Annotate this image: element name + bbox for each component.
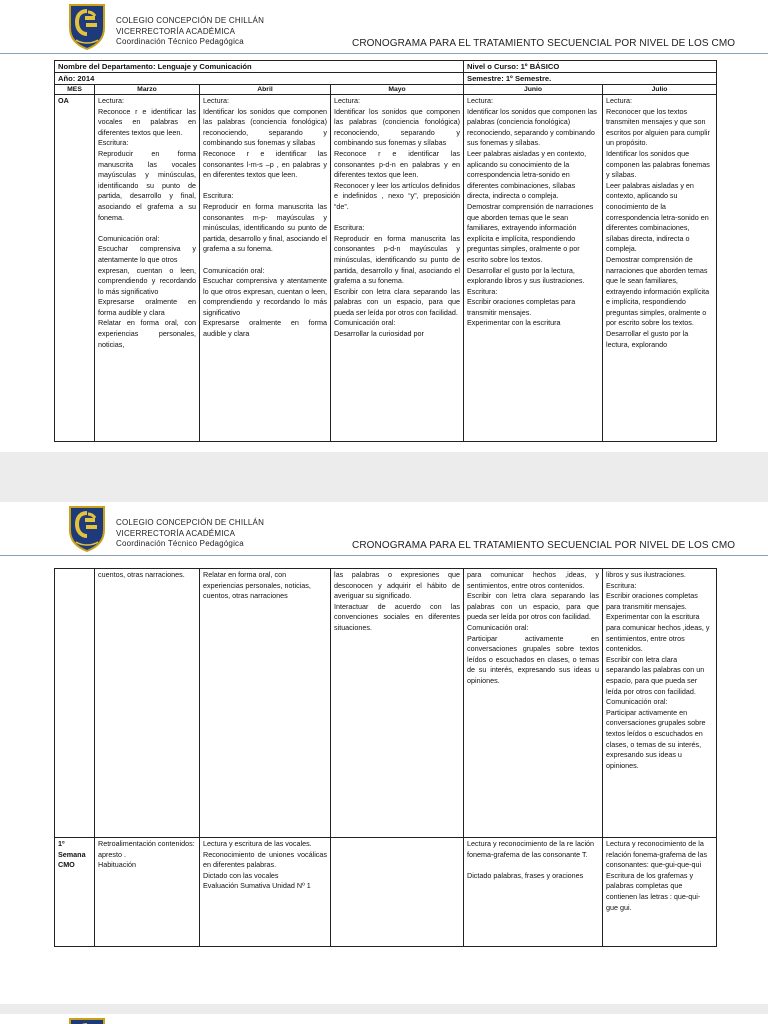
cell-marzo: Lectura: Reconoce r e identificar las vocales en palabras en diferentes textos que leen. Escritura: Reproducir en forma manuscrita las vocales mayúsculas y minúsculas, identificando su punto de partida, desarrollo y final, asociando el grafema a su fonema. Comunicación oral: Escuchar comprensiva y atentamente lo que otros expresan, cuentan o leen, comprendiendo y recordando lo más significativo Expresarse oralmente en forma audible y clara Relatar en forma oral, con experiencias personales, noticias,	[95, 95, 200, 442]
vicerrectoria: VICERRECTORÍA ACADÉMICA	[116, 26, 236, 36]
page-header	[0, 0, 768, 52]
school-info	[116, 16, 264, 48]
meta-row-2	[55, 73, 717, 85]
document-title: CRONOGRAMA PARA EL TRATAMIENTO SECUENCIAL POR NIVEL DE LOS CMO	[352, 38, 736, 49]
week-julio: Lectura y reconocimiento de la relación fonema-grafema de las consonantes: que-gui-que-qui Escritura de los grafemas y palabras completas que contienen las letras : que-qui- gue gui.	[603, 838, 717, 947]
header-rule	[0, 53, 768, 54]
cell-junio: Lectura: Identificar los sonidos que componen las palabras (conciencia fonológica) reconociendo, separando y combinando sus fonemas y sílabas. Leer palabras aisladas y en contexto, aplicando su conocimiento de la correspondencia letra-sonido en diferentes combinaciones, sílabas directa, indirecta o compleja. Demostrar comprensión de narraciones que aborden temas que le sean familiares, extrayendo información explícita e implícita, respondiendo preguntas simples, oralmente o por escrito sobre los textos. Desarrollar el gusto por la lectura, explorando libros y sus ilustraciones. Escritura: Escribir oraciones completas para transmitir mensajes. Experimentar con la escritura	[464, 95, 603, 442]
school-crest-icon	[68, 1016, 106, 1024]
cell-abril: Lectura: Identificar los sonidos que componen las palabras (conciencia fonológica) reconociendo, separando y combinando sus fonemas y sílabas Reconoce r e identificar las consonantes l-m-s –p , en palabras y en diferentes textos que leen. Escritura: Reproducir en forma manuscrita las consonantes m-p- mayúsculas y minúsculas, identificando su punto de partida, desarrollo y final, asociando el grafema a su fonema. Comunicación oral: Escuchar comprensiva y atentamente lo que otros expresan, cuentan o leen, comprendiendo y recordando lo más significativo Expresarse oralmente en forma audible y clara	[200, 95, 331, 442]
school-info	[116, 518, 264, 550]
cell-abril-cont: Relatar en forma oral, con experiencias personales, noticias, cuentos, otras narraciones	[200, 569, 331, 838]
cell-julio-cont: libros y sus ilustraciones. Escritura: Escribir oraciones completas para transmitir mensajes. Experimentar con la escritura para comunicar hechos ,ideas, y sentimientos, entre otros contenidos. Escribir con letra clara separando las palabras con un espacio, para que pueda ser leída por otros con facilidad. Comunicación oral: Participar activamente en conversaciones grupales sobre textos leídos o escuchados en clases, o temas de su interés, expresando sus ideas u opiniones.	[603, 569, 717, 838]
document-page-2	[0, 502, 768, 1004]
oa-row	[55, 95, 717, 442]
vicerrectoria: VICERRECTORÍA ACADÉMICA	[116, 528, 236, 538]
school-crest-icon	[68, 504, 106, 552]
cell-mayo-cont: las palabras o expresiones que desconocen y adquirir el hábito de averiguar su significado. Interactuar de acuerdo con las convenciones sociales en diferentes situaciones.	[331, 569, 464, 838]
schedule-table-page-2	[54, 568, 717, 947]
department-cell: Nombre del Departamento: Lenguaje y Comunicación	[55, 61, 464, 73]
cell-julio: Lectura: Reconocer que los textos transmiten mensajes y que son escritos por alguien para cumplir un propósito. Identificar los sonidos que componen las palabras fonemas y sílabas. Leer palabras aisladas y en contexto, aplicando su conocimiento de la correspondencia letra-sonido en diferentes combinaciones, sílabas directa, indirecta o compleja. Demostrar comprensión de narraciones que aborden temas que le sean familiares, extrayendo información explícita e implícita, respondiendo preguntas simples, oralmente o por escrito sobre los textos. Desarrollar el gusto por la lectura, explorando	[603, 95, 717, 442]
document-page-3-partial	[0, 1014, 768, 1024]
coordinacion: Coordinación Técnico Pedagógica	[116, 37, 244, 46]
document-page-1	[0, 0, 768, 452]
continuation-row	[55, 569, 717, 838]
week-mayo	[331, 838, 464, 947]
row-label-week: 1º Semana CMO	[55, 838, 95, 947]
month-junio: Junio	[464, 85, 603, 95]
school-crest-icon	[68, 2, 106, 50]
row-label-empty	[55, 569, 95, 838]
nivel-cell: Nivel o Curso: 1º BÁSICO	[464, 61, 717, 73]
week-row	[55, 838, 717, 947]
year-cell: Año: 2014	[55, 73, 464, 85]
month-julio: Julio	[603, 85, 717, 95]
cell-mayo: Lectura: Identificar los sonidos que componen las palabras (conciencia fonológica) reconociendo, separando y combinando sus fonemas y sílabas Reconoce r e identificar las consonantes p-d-n en palabras y en diferentes textos que leen. Reconocer y leer los artículos definidos e indefinidos , nexo “y”, preposición “de”. Escritura: Reproducir en forma manuscrita las consonantes p-d-n mayúsculas y minúsculas, identificando su punto de partida, desarrollo y final, asociando el grafema a su fonema. Escribir con letra clara separando las palabras con un espacio, para que pueda ser leída por otros con facilidad. Comunicación oral: Desarrollar la curiosidad por	[331, 95, 464, 442]
school-name: COLEGIO CONCEPCIÓN DE CHILLÁN	[116, 518, 265, 527]
school-name: COLEGIO CONCEPCIÓN DE CHILLÁN	[116, 16, 265, 25]
schedule-table-page-1	[54, 60, 717, 442]
week-marzo: Retroalimentación contenidos: apresto . Habituación	[95, 838, 200, 947]
month-abril: Abril	[200, 85, 331, 95]
month-mayo: Mayo	[331, 85, 464, 95]
month-marzo: Marzo	[95, 85, 200, 95]
document-title: CRONOGRAMA PARA EL TRATAMIENTO SECUENCIAL POR NIVEL DE LOS CMO	[352, 540, 736, 551]
meta-row-1	[55, 61, 717, 73]
mes-header: MES	[55, 85, 95, 95]
week-abril: Lectura y escritura de las vocales. Reconocimiento de uniones vocálicas en diferentes palabras. Dictado con las vocales Evaluación Sumativa Unidad Nº 1	[200, 838, 331, 947]
page-gap-1	[0, 452, 768, 502]
cell-marzo-cont: cuentos, otras narraciones.	[95, 569, 200, 838]
row-label-oa: OA	[55, 95, 95, 442]
page-gap-2	[0, 1004, 768, 1014]
semestre-cell: Semestre: 1º Semestre.	[464, 73, 717, 85]
page-header-2	[0, 502, 768, 554]
coordinacion: Coordinación Técnico Pedagógica	[116, 539, 244, 548]
cell-junio-cont: para comunicar hechos ,ideas, y sentimientos, entre otros contenidos. Escribir con letra clara separando las palabras con un espacio, para que pueda ser leída por otros con facilidad. Comunicación oral: Participar activamente en conversaciones grupales sobre textos leídos o escuchados en clases, o temas de su interés, expresando sus ideas u opiniones.	[464, 569, 603, 838]
month-header-row	[55, 85, 717, 95]
week-junio: Lectura y reconocimiento de la re lación fonema-grafema de las consonante T. Dictado palabras, frases y oraciones	[464, 838, 603, 947]
header-rule	[0, 555, 768, 556]
